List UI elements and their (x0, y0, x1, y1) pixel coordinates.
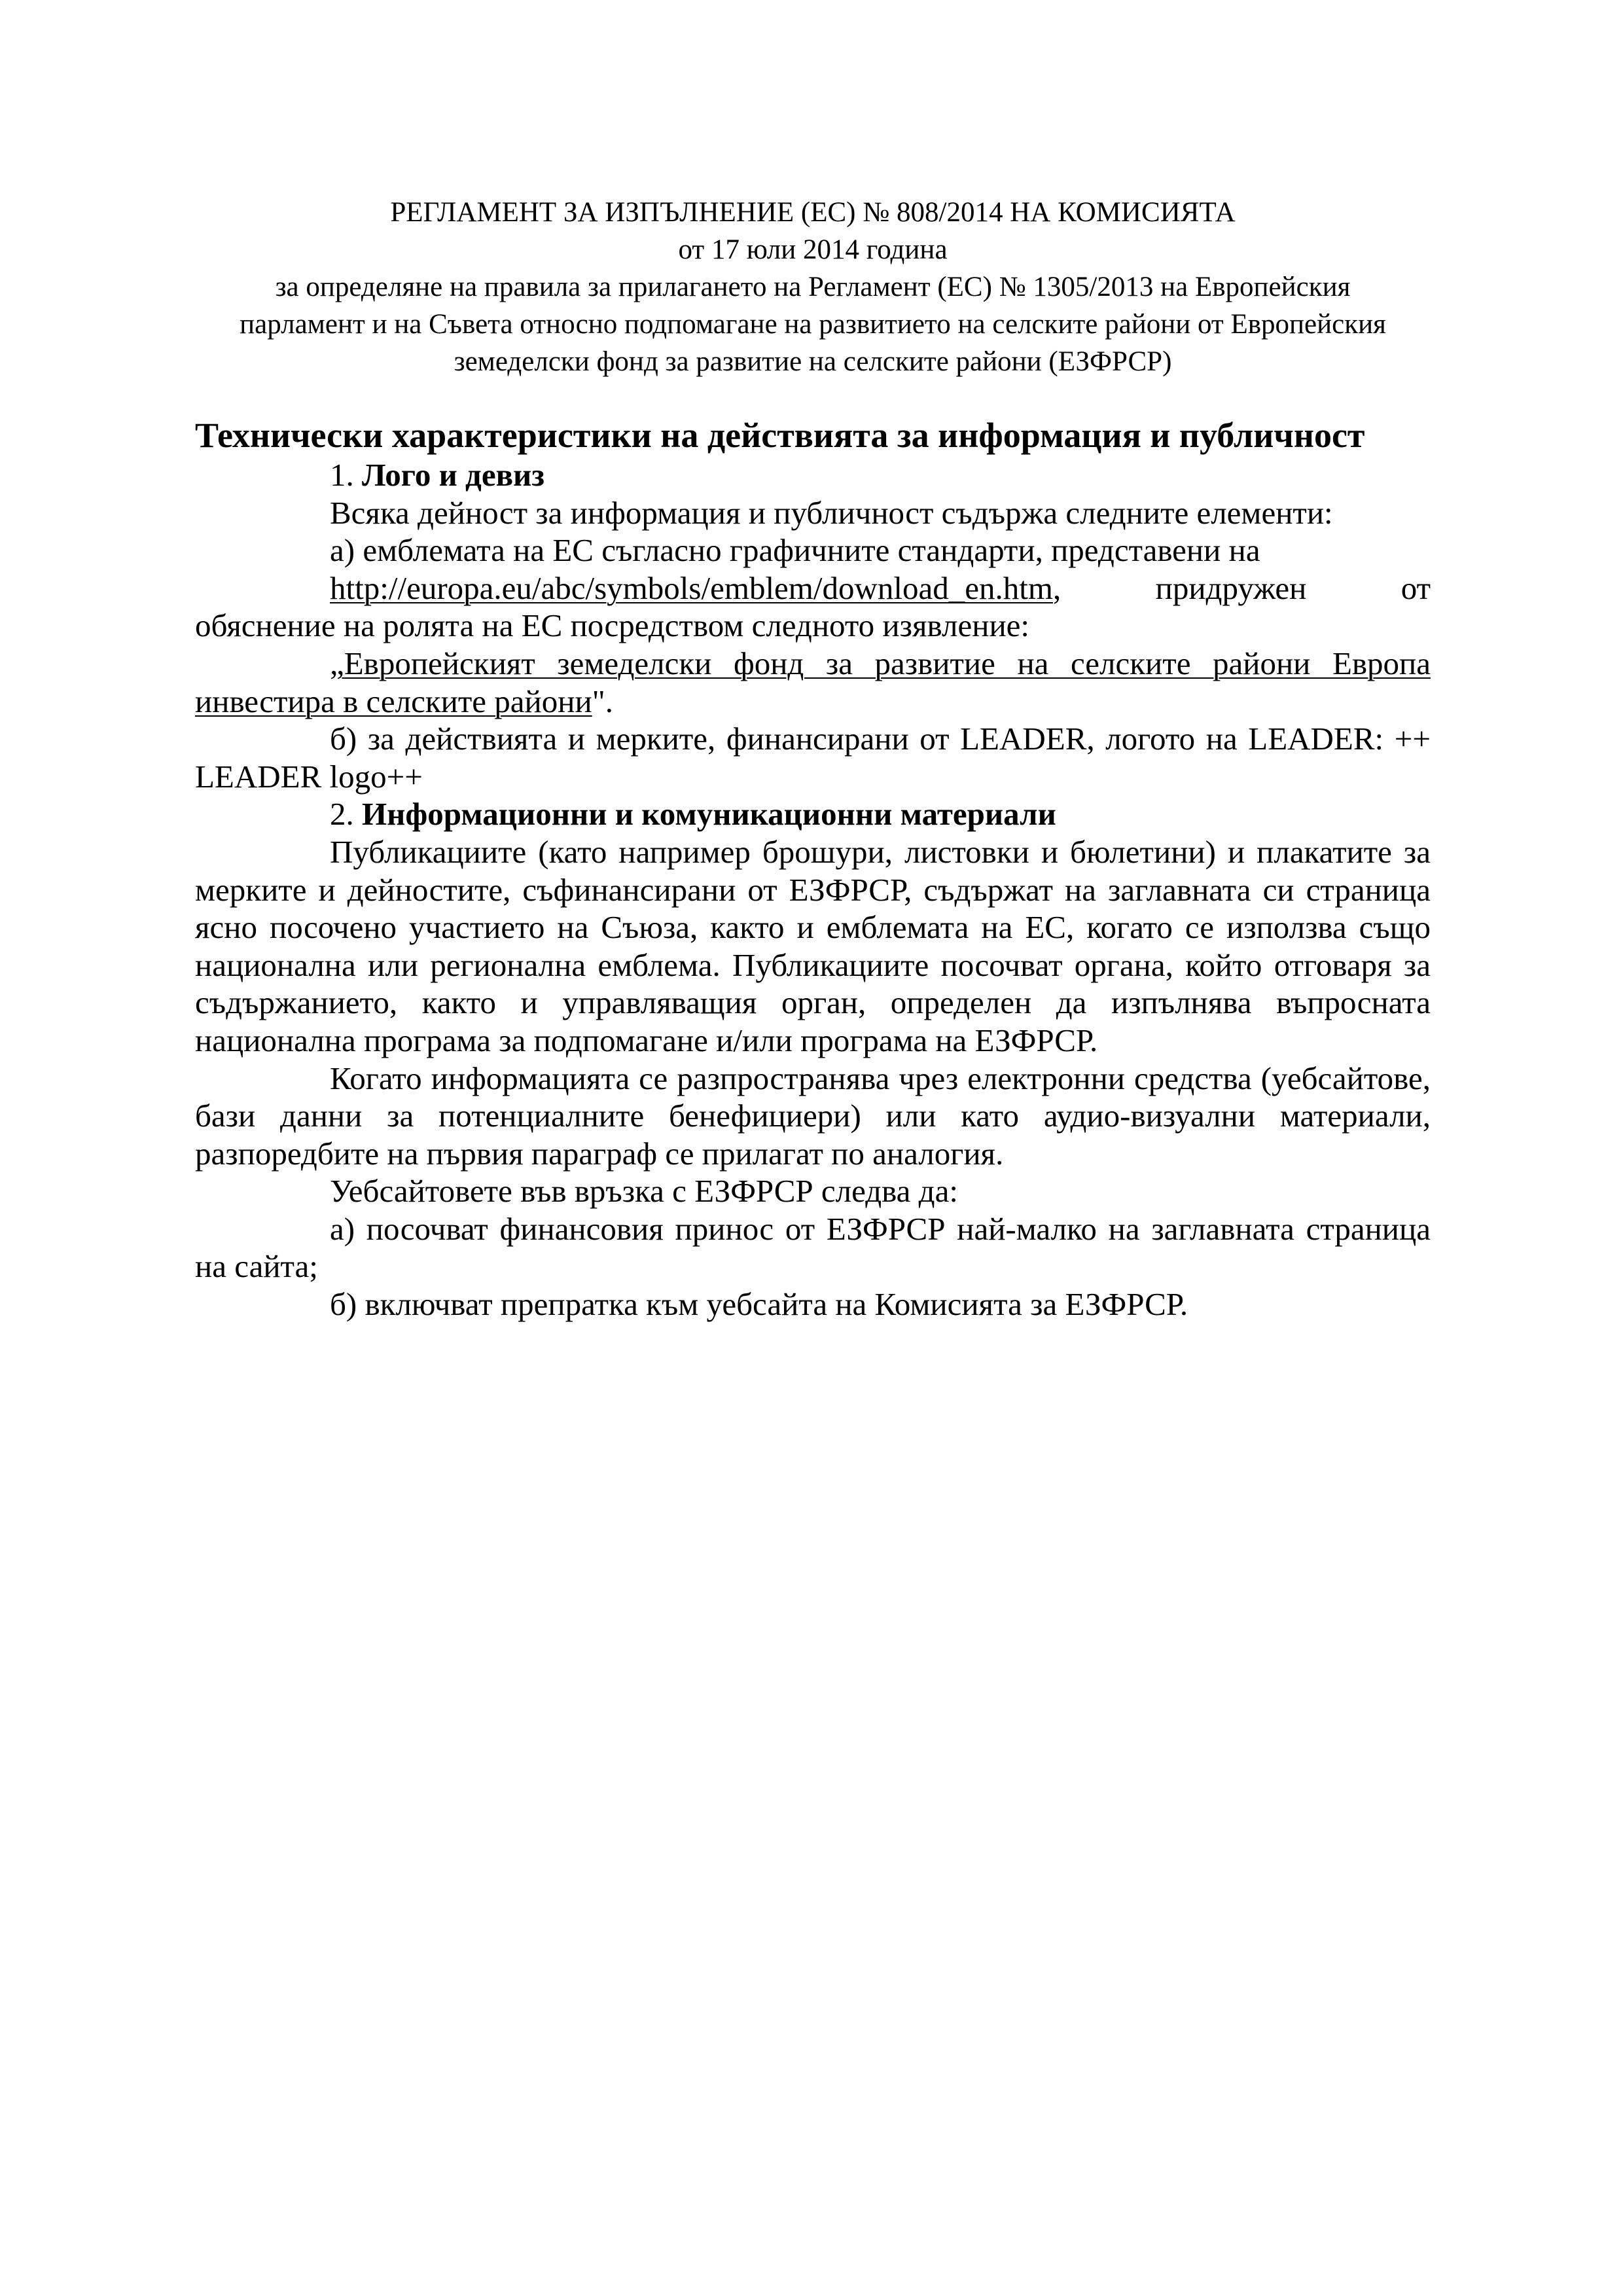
document-body (195, 456, 1431, 1323)
item-a-emblem (195, 531, 1431, 569)
websites-item-a: а) посочват финансовия принос от ЕЗФРСР най-малко на заглавната страница на сайта; (195, 1210, 1431, 1285)
item-a-text: а) емблемата на ЕС съгласно графичните стандарти, представени на (330, 532, 1260, 569)
publications-paragraph: Публикациите (като например брошури, листовки и бюлетини) и плакатите за мерките и дейностите, съфинансирани от ЕЗФРСР, съдържат на заглавната си страница ясно посочено участието на Съюза, както и емблемата на ЕС, когато се използва също национална или регионална емблема. Публикациите посочват органа, който отговаря за съдържанието, както и управляващия орган, определен да изпълнява въпросната национална програма за подпомагане и/или програма на ЕЗФРСР. (195, 833, 1431, 1058)
subsection-1-intro: Всяка дейност за информация и публичност съдържа следните елементи: (330, 494, 1333, 531)
eafrd-statement-text: „Европейският земеделски фонд за развитие на селските райони Европа инвестира в селските райони (195, 645, 1431, 719)
subsection-2-title: Информационни и комуникационни материали (362, 796, 1056, 833)
eafrd-statement (195, 645, 1431, 720)
subsection-1-heading (195, 456, 1431, 494)
subsection-1-number: 1. (330, 457, 362, 493)
subsection-2-number: 2. (330, 796, 362, 833)
subsection-1-title: Лого и девиз (362, 457, 544, 493)
document-page (195, 194, 1431, 1323)
item-a-link-line (195, 569, 1431, 607)
document-header (195, 194, 1431, 380)
header-line-purpose-2: парламент и на Съвета относно подпомагане на развитието на селските райони от Европейския (240, 309, 1386, 340)
emblem-download-link[interactable]: http://europa.eu/abc/symbols/emblem/download_en.htm (330, 569, 1054, 606)
header-line-date: от 17 юли 2014 година (678, 234, 948, 265)
electronic-media-paragraph: Когато информацията се разпространява чрез електронни средства (уебсайтове, бази данни за потенциалните бенефициери) или като аудио-визуални материали, разпоредбите на първия параграф се прилагат по аналогия. (195, 1060, 1431, 1172)
section-title: Технически характеристики на действията за информация и публичност (195, 416, 1365, 455)
header-line-purpose-3: земеделски фонд за развитие на селските райони (ЕЗФРСР) (454, 346, 1172, 377)
header-line-regulation: РЕГЛАМЕНТ ЗА ИЗПЪЛНЕНИЕ (ЕС) № 808/2014 НА КОМИСИЯТА (390, 197, 1236, 228)
subsection-2-heading (195, 795, 1431, 833)
header-line-purpose-1: за определяне на правила за прилагането на Регламент (ЕС) № 1305/2013 на Европейския (275, 272, 1351, 302)
eafrd-statement-end: ". (592, 683, 613, 719)
item-b-leader: б) за действията и мерките, финансирани от LEADER, логото на LEADER: ++ LEADER logo++ (195, 721, 1431, 795)
websites-item-b: б) включват препратка към уебсайта на Комисията за ЕЗФРСР. (330, 1286, 1188, 1323)
websites-intro: Уебсайтовете във връзка с ЕЗФРСР следва да: (330, 1173, 958, 1210)
item-a-link-after: , придружен от (1053, 569, 1431, 606)
item-a-continuation: обяснение на ролята на ЕС посредством следното изявление: (195, 607, 1030, 644)
